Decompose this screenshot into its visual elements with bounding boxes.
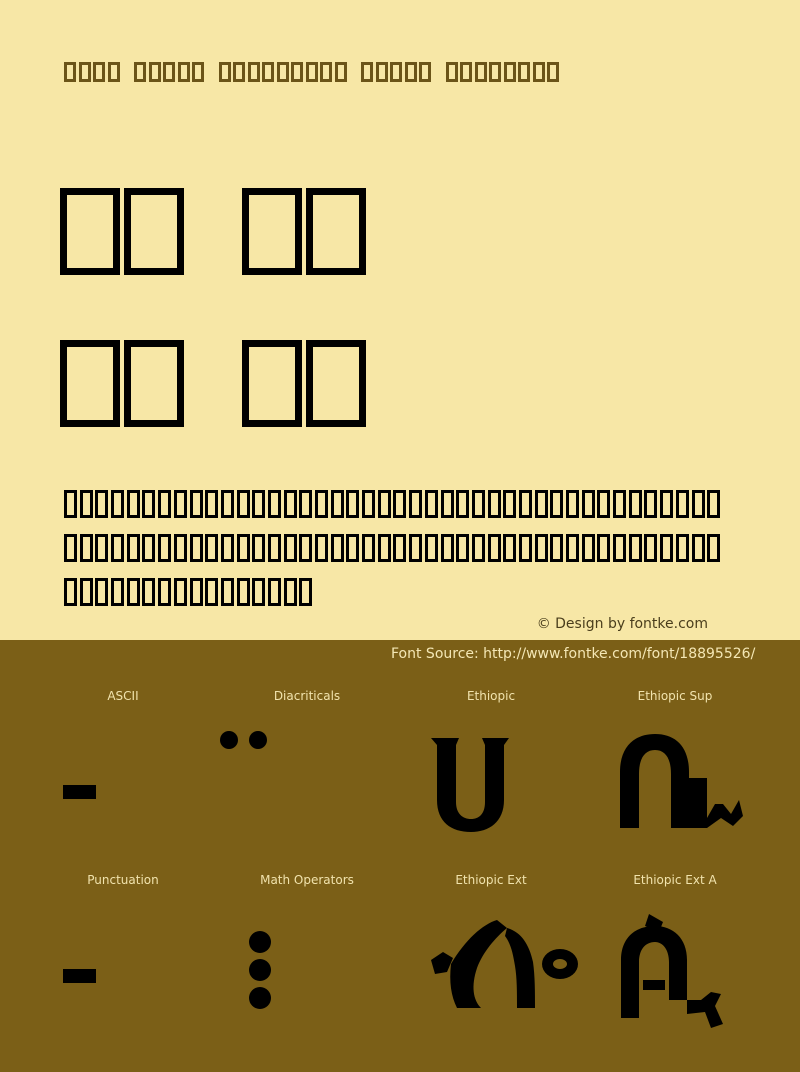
missing-glyph-box	[629, 534, 642, 562]
missing-glyph-box	[111, 490, 124, 518]
missing-glyph-box	[378, 534, 391, 562]
missing-glyph-box	[205, 578, 218, 606]
missing-glyph-box	[174, 490, 187, 518]
missing-glyph-box	[362, 534, 375, 562]
missing-glyph-box	[190, 534, 203, 562]
category-label-math-operators: Math Operators	[260, 873, 354, 887]
missing-glyph-box	[676, 534, 689, 562]
category-label-ethiopic-ext-a: Ethiopic Ext A	[633, 873, 717, 887]
missing-glyph-box	[190, 578, 203, 606]
missing-glyph-box	[346, 534, 359, 562]
missing-glyph-box	[142, 578, 155, 606]
missing-glyph-box	[80, 534, 93, 562]
missing-glyph-box	[441, 490, 454, 518]
missing-glyph-box	[676, 490, 689, 518]
missing-glyph-box	[80, 578, 93, 606]
missing-glyph-box	[268, 490, 281, 518]
missing-glyph-box	[190, 490, 203, 518]
sample-text-line-3	[64, 578, 315, 606]
font-name-preview	[64, 62, 562, 82]
missing-glyph-box	[425, 534, 438, 562]
missing-glyph-box	[660, 534, 673, 562]
missing-glyph-box	[613, 490, 626, 518]
missing-glyph-box	[252, 578, 265, 606]
missing-glyph-box	[378, 490, 391, 518]
missing-glyph-box	[299, 578, 312, 606]
missing-glyph-box	[535, 534, 548, 562]
missing-glyph-box	[519, 490, 532, 518]
missing-glyph-box	[221, 534, 234, 562]
missing-glyph-box	[644, 534, 657, 562]
missing-glyph-box	[237, 534, 250, 562]
missing-glyph-box	[284, 578, 297, 606]
category-label-diacriticals: Diacriticals	[273, 689, 341, 703]
missing-glyph-box	[158, 534, 171, 562]
missing-glyph-box	[582, 534, 595, 562]
missing-glyph-box	[174, 578, 187, 606]
missing-glyph-box	[692, 534, 705, 562]
missing-glyph-box	[158, 578, 171, 606]
missing-glyph-box	[221, 490, 234, 518]
ethiopic-extended-icon	[425, 912, 585, 1012]
missing-glyph-box	[362, 490, 375, 518]
diaeresis-icon	[215, 728, 275, 752]
missing-glyph-box	[237, 490, 250, 518]
missing-glyph-box	[692, 490, 705, 518]
sample-text-line-1	[64, 490, 723, 518]
missing-glyph-box	[707, 490, 720, 518]
missing-glyph-box	[299, 534, 312, 562]
missing-glyph-box	[456, 490, 469, 518]
category-label-punctuation: Punctuation	[87, 873, 159, 887]
missing-glyph-box	[174, 534, 187, 562]
missing-glyph-box	[503, 534, 516, 562]
missing-glyph-box	[707, 534, 720, 562]
missing-glyph-box	[95, 578, 108, 606]
missing-glyph-box	[346, 490, 359, 518]
missing-glyph-box	[111, 578, 124, 606]
ethiopic-extended-a-icon	[615, 908, 730, 1033]
missing-glyph-box	[472, 534, 485, 562]
missing-glyph-box	[409, 490, 422, 518]
missing-glyph-box	[299, 490, 312, 518]
font-source-link[interactable]: Font Source: http://www.fontke.com/font/18895526/	[391, 646, 756, 662]
missing-glyph-box	[315, 534, 328, 562]
missing-glyph-box	[64, 534, 77, 562]
missing-glyph-box	[550, 490, 563, 518]
design-credit: © Design by fontke.com	[536, 616, 708, 632]
missing-glyph-box	[205, 534, 218, 562]
missing-glyph-box	[80, 490, 93, 518]
missing-glyph-box	[237, 578, 250, 606]
missing-glyph-box	[64, 578, 77, 606]
missing-glyph-box	[566, 534, 579, 562]
missing-glyph-box	[535, 490, 548, 518]
missing-glyph-box	[284, 534, 297, 562]
missing-glyph-box	[425, 490, 438, 518]
category-label-ascii: ASCII	[107, 689, 139, 703]
missing-glyph-box	[582, 490, 595, 518]
missing-glyph-box	[488, 534, 501, 562]
missing-glyph-box	[393, 490, 406, 518]
missing-glyph-box	[127, 578, 140, 606]
missing-glyph-box	[158, 490, 171, 518]
sample-text-line-2	[64, 534, 723, 562]
missing-glyph-box	[597, 534, 610, 562]
missing-glyph-box	[331, 490, 344, 518]
category-label-ethiopic-sup: Ethiopic Sup	[637, 689, 713, 703]
missing-glyph-box	[472, 490, 485, 518]
missing-glyph-box	[550, 534, 563, 562]
large-sample-line-1	[60, 188, 370, 275]
missing-glyph-box	[268, 578, 281, 606]
category-label-ethiopic-ext: Ethiopic Ext	[455, 873, 527, 887]
missing-glyph-box	[566, 490, 579, 518]
missing-glyph-box	[268, 534, 281, 562]
dash-icon	[60, 964, 100, 988]
missing-glyph-box	[221, 578, 234, 606]
missing-glyph-box	[315, 490, 328, 518]
missing-glyph-box	[629, 490, 642, 518]
missing-glyph-box	[127, 534, 140, 562]
missing-glyph-box	[95, 534, 108, 562]
missing-glyph-box	[127, 490, 140, 518]
missing-glyph-box	[64, 490, 77, 518]
dash-icon	[60, 780, 100, 804]
missing-glyph-box	[393, 534, 406, 562]
missing-glyph-box	[252, 490, 265, 518]
missing-glyph-box	[95, 490, 108, 518]
missing-glyph-box	[142, 534, 155, 562]
ethiopic-ha-icon	[425, 730, 515, 835]
missing-glyph-box	[205, 490, 218, 518]
missing-glyph-box	[644, 490, 657, 518]
missing-glyph-box	[142, 490, 155, 518]
missing-glyph-box	[519, 534, 532, 562]
missing-glyph-box	[111, 534, 124, 562]
category-label-ethiopic: Ethiopic	[466, 689, 516, 703]
missing-glyph-box	[284, 490, 297, 518]
missing-glyph-box	[503, 490, 516, 518]
missing-glyph-box	[597, 490, 610, 518]
missing-glyph-box	[441, 534, 454, 562]
missing-glyph-box	[456, 534, 469, 562]
missing-glyph-box	[252, 534, 265, 562]
missing-glyph-box	[331, 534, 344, 562]
missing-glyph-box	[409, 534, 422, 562]
glyph-specimen-panel	[0, 640, 800, 1072]
missing-glyph-box	[488, 490, 501, 518]
ethiopic-supplement-icon	[615, 730, 750, 835]
missing-glyph-box	[613, 534, 626, 562]
missing-glyph-box	[660, 490, 673, 518]
large-sample-line-2	[60, 340, 370, 427]
vertical-dots-icon	[242, 928, 278, 1018]
